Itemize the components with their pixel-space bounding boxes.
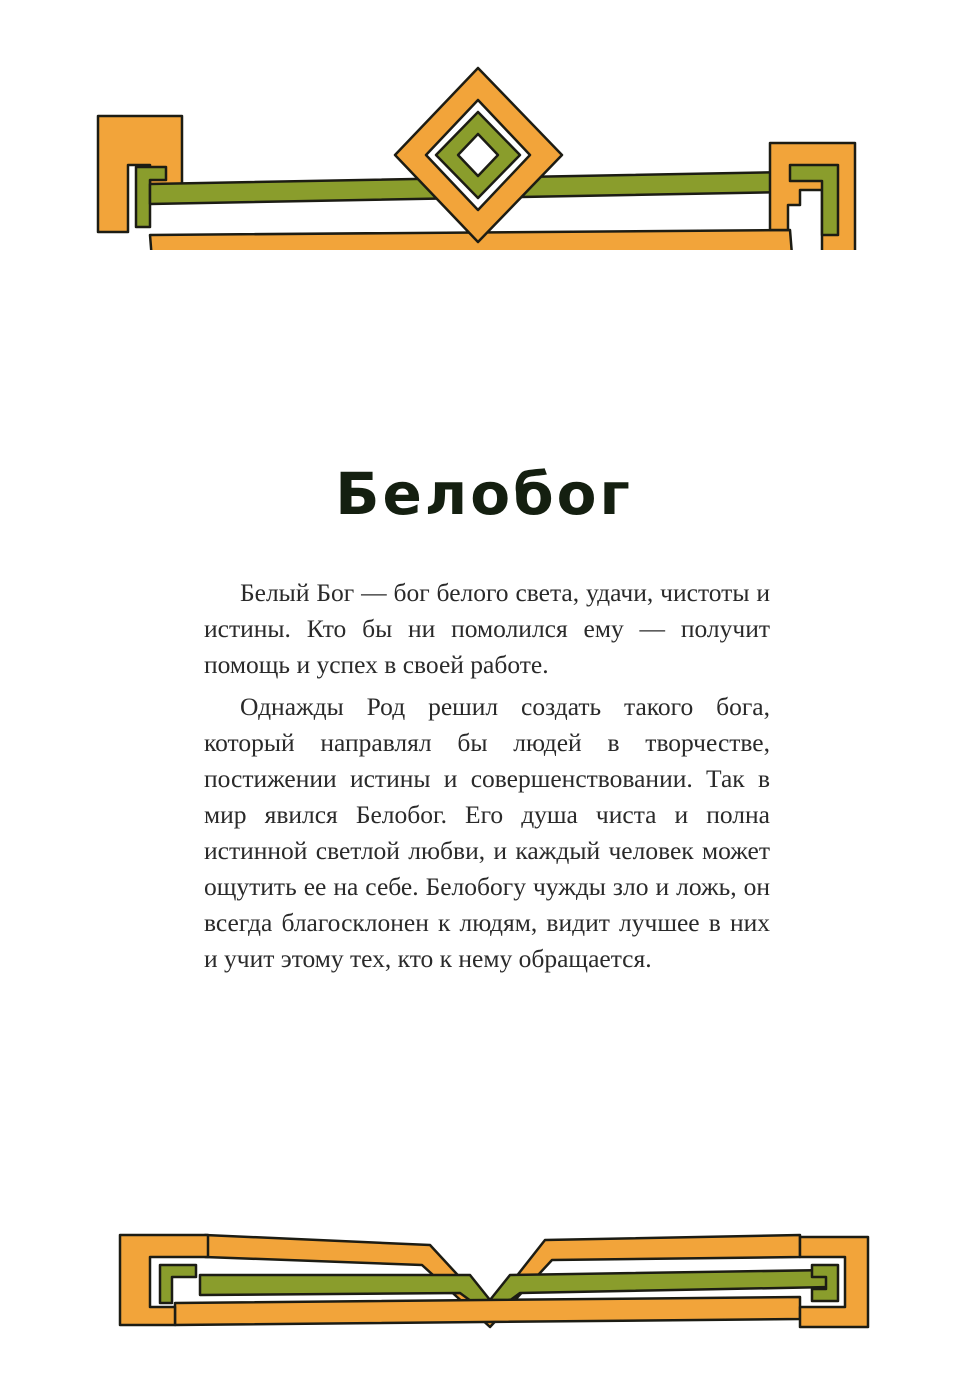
- paragraph-2: Однажды Род решил создать такого бога, который направлял бы людей в творчестве, постижении истины и совершенствовании. Так в мир явился Белобог. Его душа чиста и полна истинной светлой любви, и каждый человек может ощутить ее на себе. Белобогу чужды зло и ложь, он всегда благосклонен к людям, видит лучшее в них и учит этому тех, кто к нему обращается.: [204, 692, 770, 973]
- bottom-ornament: [0, 1215, 968, 1335]
- body-text: [204, 575, 770, 983]
- top-ornament: [0, 60, 968, 250]
- paragraph-1: Белый Бог — бог белого света, удачи, чистоты и истины. Кто бы ни помолился ему — получит помощь и успех в своей работе.: [204, 578, 770, 679]
- page-title: Белобог: [335, 460, 633, 528]
